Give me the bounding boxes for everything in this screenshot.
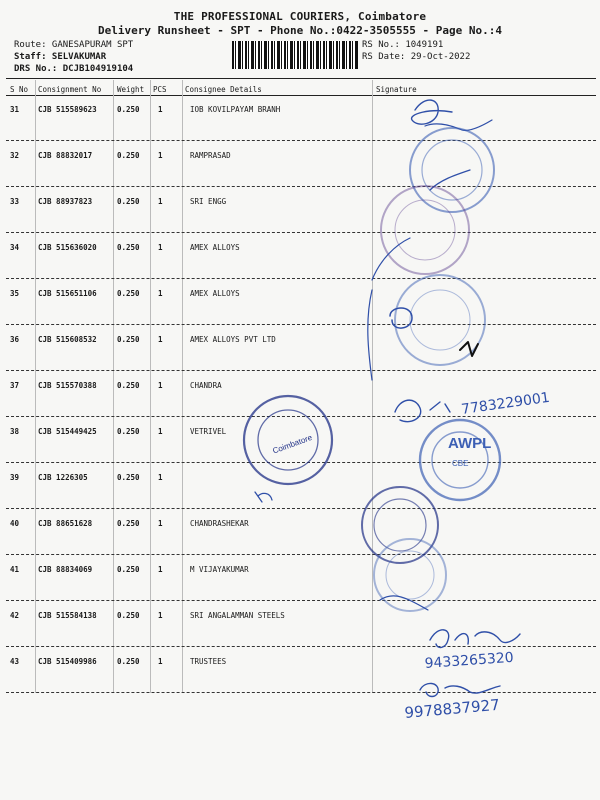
stamp-awpl-text: AWPL — [448, 435, 492, 452]
row-consignment-no: CJB 88834069 — [38, 565, 93, 574]
row-consignment-no: CJB 1226305 — [38, 473, 88, 482]
row-consignee: SRI ANGALAMMAN STEELS — [190, 611, 285, 620]
row-consignee: TRUSTEES — [190, 657, 227, 666]
row-sno: 41 — [10, 565, 20, 574]
row-weight: 0.250 — [117, 473, 140, 482]
row-weight: 0.250 — [117, 289, 140, 298]
row-pcs: 1 — [158, 335, 163, 344]
signature-34 — [368, 238, 410, 380]
row-sno: 42 — [10, 611, 20, 620]
row-consignee: CHANDRA — [190, 381, 222, 390]
row-weight: 0.250 — [117, 335, 140, 344]
col-header-consignee: Consignee Details — [185, 85, 262, 94]
row-pcs: 1 — [158, 519, 163, 528]
row-pcs: 1 — [158, 105, 163, 114]
stamp-circle-33-inner — [395, 200, 455, 260]
col-header-sno: S No — [10, 85, 29, 94]
row-consignment-no: CJB 88832017 — [38, 151, 93, 160]
rs-date: RS Date: 29-Oct-2022 — [362, 52, 471, 62]
stamp-india-ltd-inner — [374, 499, 426, 551]
row-consignment-no: CJB 515409986 — [38, 657, 97, 666]
row-sno: 34 — [10, 243, 20, 252]
row-sno: 32 — [10, 151, 20, 160]
col-header-pcs: PCS — [153, 85, 167, 94]
row-consignee: M VIJAYAKUMAR — [190, 565, 249, 574]
row-pcs: 1 — [158, 151, 163, 160]
signature-39 — [255, 492, 272, 502]
staff-label: Staff: SELVAKUMAR — [14, 52, 107, 62]
runsheet-subtitle: Delivery Runsheet - SPT - Phone No.:0422-3505555 - Page No.:4 — [98, 24, 502, 37]
stamp-circle-33 — [381, 186, 469, 274]
signature-43 — [420, 683, 500, 696]
row-consignment-no: CJB 515449425 — [38, 427, 97, 436]
row-weight: 0.250 — [117, 427, 140, 436]
phone-number-37: 7783229001 — [460, 389, 551, 418]
phone-number-43: 9978837927 — [403, 695, 501, 722]
row-consignee: SRI ENGG — [190, 197, 227, 206]
row-weight: 0.250 — [117, 611, 140, 620]
signature-42 — [430, 630, 520, 648]
row-weight: 0.250 — [117, 105, 140, 114]
stamp-awpl-city: CBE — [452, 459, 469, 468]
stamp-circle-32 — [410, 128, 494, 212]
row-sno: 40 — [10, 519, 20, 528]
stamp-coimbatore-text: Coimbatore — [271, 432, 314, 456]
row-weight: 0.250 — [117, 151, 140, 160]
row-weight: 0.250 — [117, 657, 140, 666]
row-sno: 31 — [10, 105, 20, 114]
row-weight: 0.250 — [117, 565, 140, 574]
row-consignee: VETRIVEL — [190, 427, 227, 436]
row-consignee: RAMPRASAD — [190, 151, 231, 160]
row-consignment-no: CJB 515651106 — [38, 289, 97, 298]
company-title: THE PROFESSIONAL COURIERS, Coimbatore — [173, 10, 427, 23]
row-consignee: AMEX ALLOYS PVT LTD — [190, 335, 276, 344]
row-sno: 36 — [10, 335, 20, 344]
row-sno: 38 — [10, 427, 20, 436]
row-consignment-no: CJB 88651628 — [38, 519, 93, 528]
row-pcs: 1 — [158, 197, 163, 206]
row-pcs: 1 — [158, 565, 163, 574]
phone-number-42: 9433265320 — [424, 649, 515, 672]
stamp-circle-35-inner — [410, 290, 470, 350]
row-weight: 0.250 — [117, 519, 140, 528]
col-header-weight: Weight — [117, 85, 145, 94]
rs-number: RS No.: 1049191 — [362, 40, 444, 50]
row-weight: 0.250 — [117, 243, 140, 252]
stamp-row-41-inner — [386, 551, 434, 599]
row-consignment-no: CJB 515584138 — [38, 611, 97, 620]
row-consignee: CHANDRASHEKAR — [190, 519, 249, 528]
row-weight: 0.250 — [117, 197, 140, 206]
row-sno: 43 — [10, 657, 20, 666]
row-pcs: 1 — [158, 473, 163, 482]
stamp-circle-32-inner — [422, 140, 482, 200]
row-consignment-no: CJB 515589623 — [38, 105, 97, 114]
row-consignment-no: CJB 515608532 — [38, 335, 97, 344]
row-sno: 33 — [10, 197, 20, 206]
row-sno: 35 — [10, 289, 20, 298]
route-label: Route: GANESAPURAM SPT — [14, 40, 134, 50]
row-pcs: 1 — [158, 427, 163, 436]
row-pcs: 1 — [158, 243, 163, 252]
row-consignment-no: CJB 515570388 — [38, 381, 97, 390]
col-header-signature: Signature — [376, 85, 417, 94]
row-pcs: 1 — [158, 381, 163, 390]
signature-35 — [390, 308, 412, 328]
drs-label: DRS No.: DCJB104919104 — [14, 64, 134, 74]
row-consignment-no: CJB 88937823 — [38, 197, 93, 206]
row-pcs: 1 — [158, 611, 163, 620]
row-pcs: 1 — [158, 289, 163, 298]
stamp-coimbatore — [244, 396, 332, 484]
signature-37 — [395, 400, 450, 422]
row-pcs: 1 — [158, 657, 163, 666]
row-consignment-no: CJB 515636020 — [38, 243, 97, 252]
signature-31 — [412, 100, 452, 124]
row-sno: 39 — [10, 473, 20, 482]
row-weight: 0.250 — [117, 381, 140, 390]
col-header-consignment: Consignment No — [38, 85, 102, 94]
row-sno: 37 — [10, 381, 20, 390]
row-consignee: AMEX ALLOYS — [190, 243, 240, 252]
row-consignee: IOB KOVILPAYAM BRANH — [190, 105, 281, 114]
row-consignee: AMEX ALLOYS — [190, 289, 240, 298]
